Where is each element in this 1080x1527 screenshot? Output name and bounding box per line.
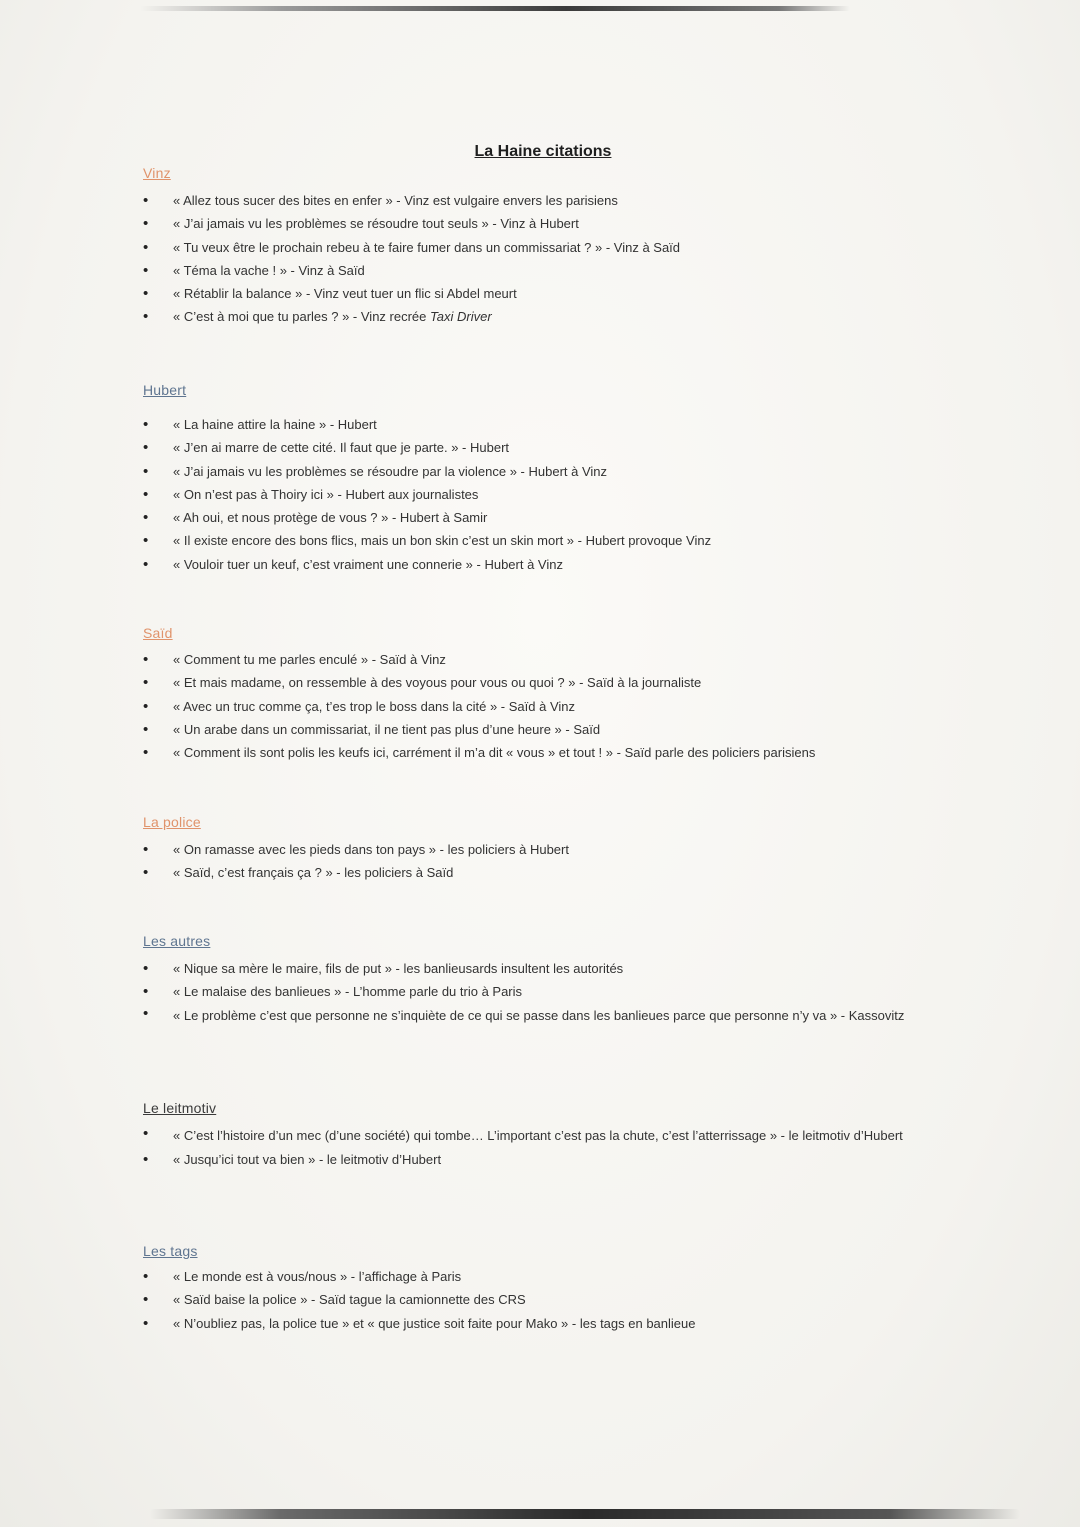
section-heading-vinz: Vinz [143, 165, 171, 181]
scan-bottom-edge-shadow [150, 1509, 1020, 1519]
quote-item: • « Nique sa mère le maire, fils de put » - les banlieusards insultent les autorités [143, 957, 943, 980]
quote-item: • « C’est l’histoire d’un mec (d’une société) qui tombe… L’important c’est pas la chute, c’est l’atterrissage » - le leitmotiv d’Hubert [143, 1124, 943, 1148]
section-heading-police: La police [143, 814, 201, 830]
quote-item: • « La haine attire la haine » - Hubert [143, 413, 943, 436]
section-heading-tags: Les tags [143, 1243, 198, 1259]
quote-list-said [143, 648, 943, 764]
quote-item: • « J’ai jamais vu les problèmes se résoudre par la violence » - Hubert à Vinz [143, 460, 943, 483]
quote-item: • « Jusqu’ici tout va bien » - le leitmotiv d’Hubert [143, 1148, 943, 1171]
quote-list-vinz [143, 189, 943, 329]
quote-item: • « Et mais madame, on ressemble à des voyous pour vous ou quoi ? » - Saïd à la journaliste [143, 671, 943, 694]
quote-list-police [143, 838, 943, 885]
quote-item: • « Tu veux être le prochain rebeu à te faire fumer dans un commissariat ? » - Vinz à Saïd [143, 236, 943, 259]
quote-item: • « Avec un truc comme ça, t’es trop le boss dans la cité » - Saïd à Vinz [143, 695, 943, 718]
quote-item: • « Rétablir la balance » - Vinz veut tuer un flic si Abdel meurt [143, 282, 943, 305]
quote-text: « C’est à moi que tu parles ? » - Vinz recrée [173, 309, 430, 325]
quote-item: • « Un arabe dans un commissariat, il ne tient pas plus d’une heure » - Saïd [143, 718, 943, 741]
quote-item: • « On ramasse avec les pieds dans ton pays » - les policiers à Hubert [143, 838, 943, 861]
quote-item: • « Comment ils sont polis les keufs ici, carrément il m’a dit « vous » et tout ! » - Saïd parle des policiers parisiens [143, 741, 943, 764]
quote-item: • « J’ai jamais vu les problèmes se résoudre tout seuls » - Vinz à Hubert [143, 212, 943, 235]
quote-item: • « Le monde est à vous/nous » - l’affichage à Paris [143, 1265, 943, 1288]
quote-item: • « N’oubliez pas, la police tue » et « que justice soit faite pour Mako » - les tags en banlieue [143, 1312, 943, 1335]
quote-list-leitmotiv [143, 1124, 943, 1171]
quote-item: • « Vouloir tuer un keuf, c’est vraiment une connerie » - Hubert à Vinz [143, 553, 943, 576]
section-heading-hubert: Hubert [143, 382, 187, 398]
quote-item: • « Comment tu me parles enculé » - Saïd à Vinz [143, 648, 943, 671]
quote-item: • « Le malaise des banlieues » - L’homme parle du trio à Paris [143, 980, 943, 1003]
quote-item: • « Allez tous sucer des bites en enfer » - Vinz est vulgaire envers les parisiens [143, 189, 943, 212]
section-heading-leitmotiv: Le leitmotiv [143, 1100, 217, 1116]
quote-item: • « J’en ai marre de cette cité. Il faut que je parte. » - Hubert [143, 436, 943, 459]
quote-list-tags [143, 1265, 943, 1335]
quote-item: • « Saïd, c’est français ça ? » - les policiers à Saïd [143, 861, 943, 884]
quote-item: • « Saïd baise la police » - Saïd tague la camionnette des CRS [143, 1288, 943, 1311]
quote-item: • « On n’est pas à Thoiry ici » - Hubert aux journalistes [143, 483, 943, 506]
scan-top-edge-shadow [140, 6, 850, 11]
quote-item: • « Téma la vache ! » - Vinz à Saïd [143, 259, 943, 282]
quote-item [143, 305, 943, 328]
document-title: La Haine citations [474, 143, 612, 160]
quote-list-hubert [143, 413, 943, 576]
quote-list-others [143, 957, 943, 1028]
section-heading-said: Saïd [143, 625, 173, 641]
film-title: Taxi Driver [430, 309, 492, 325]
quote-item: • « Le problème c’est que personne ne s’inquiète de ce qui se passe dans les banlieues parce que personne n’y va » - Kassovitz [143, 1004, 943, 1028]
section-heading-others: Les autres [143, 933, 211, 949]
quote-item: • « Il existe encore des bons flics, mais un bon skin c’est un skin mort » - Hubert provoque Vinz [143, 529, 943, 552]
quote-item: • « Ah oui, et nous protège de vous ? » - Hubert à Samir [143, 506, 943, 529]
